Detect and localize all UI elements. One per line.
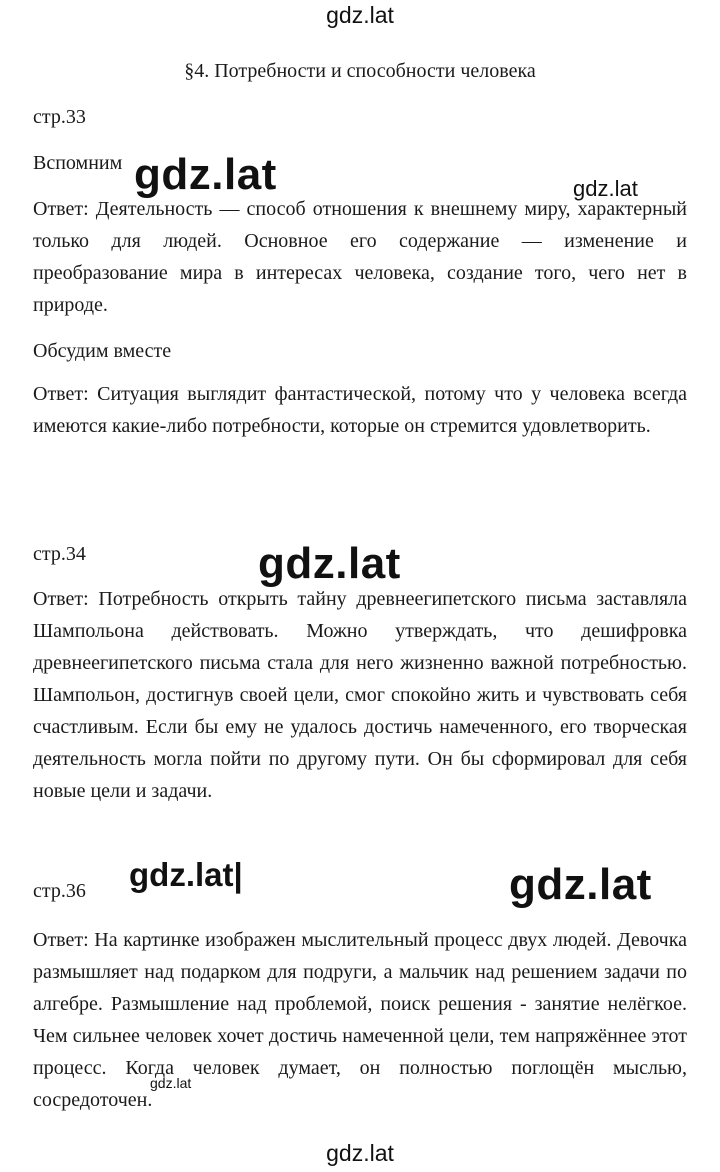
page-label-36: стр.36 — [33, 880, 86, 902]
watermark-large-2: gdz.lat — [258, 539, 401, 588]
watermark-large-3: gdz.lat — [509, 860, 652, 909]
answer-remember: Ответ: Деятельность — способ отношения к внешнему миру, характерный только для людей. Основное его содержание — изменение и преобразование мира в интересах человека, создание того, чего нет в природе. — [33, 198, 687, 316]
watermark-tiny: gdz.lat — [150, 1075, 192, 1091]
watermark-small-1: gdz.lat — [573, 176, 638, 201]
page-label-34: стр.34 — [33, 543, 86, 565]
page-label-33: стр.33 — [33, 106, 86, 128]
section-title: §4. Потребности и способности человека — [184, 60, 536, 82]
watermark-medium: gdz.lat| — [129, 856, 243, 893]
discuss-heading: Обсудим вместе — [33, 340, 172, 362]
footer-watermark: gdz.lat — [326, 1140, 394, 1166]
answer-34: Ответ: Потребность открыть тайну древнеегипетского письма заставляла Шампольона действовать. Можно утверждать, что дешифровка древнеегипетского письма стала для него жизненно важной потребностью. Шампольон, достигнув своей цели, смог спокойно жить и чувствовать себя счастливым. Если бы ему не удалось достичь намеченного, его творческая деятельность могла пойти по другому пути. Он бы сформировал для себя новые цели и задачи. — [33, 588, 687, 802]
remember-heading: Вспомним — [33, 152, 123, 174]
watermark-large-1: gdz.lat — [134, 150, 277, 199]
answer-36: Ответ: На картинке изображен мыслительный процесс двух людей. Девочка размышляет над подарком для подруги, а мальчик над решением задачи по алгебре. Размышление над проблемой, поиск решения - занятие нелёгкое. Чем сильнее человек хочет достичь намеченной цели, тем напряжённее этот процесс. Когда человек думает, он полностью поглощён мыслью, сосредоточен. — [33, 929, 687, 1111]
answer-discuss: Ответ: Ситуация выглядит фантастической, потому что у человека всегда имеются какие-либо потребности, которые он стремится удовлетворить. — [33, 383, 687, 437]
header-watermark: gdz.lat — [326, 2, 394, 28]
